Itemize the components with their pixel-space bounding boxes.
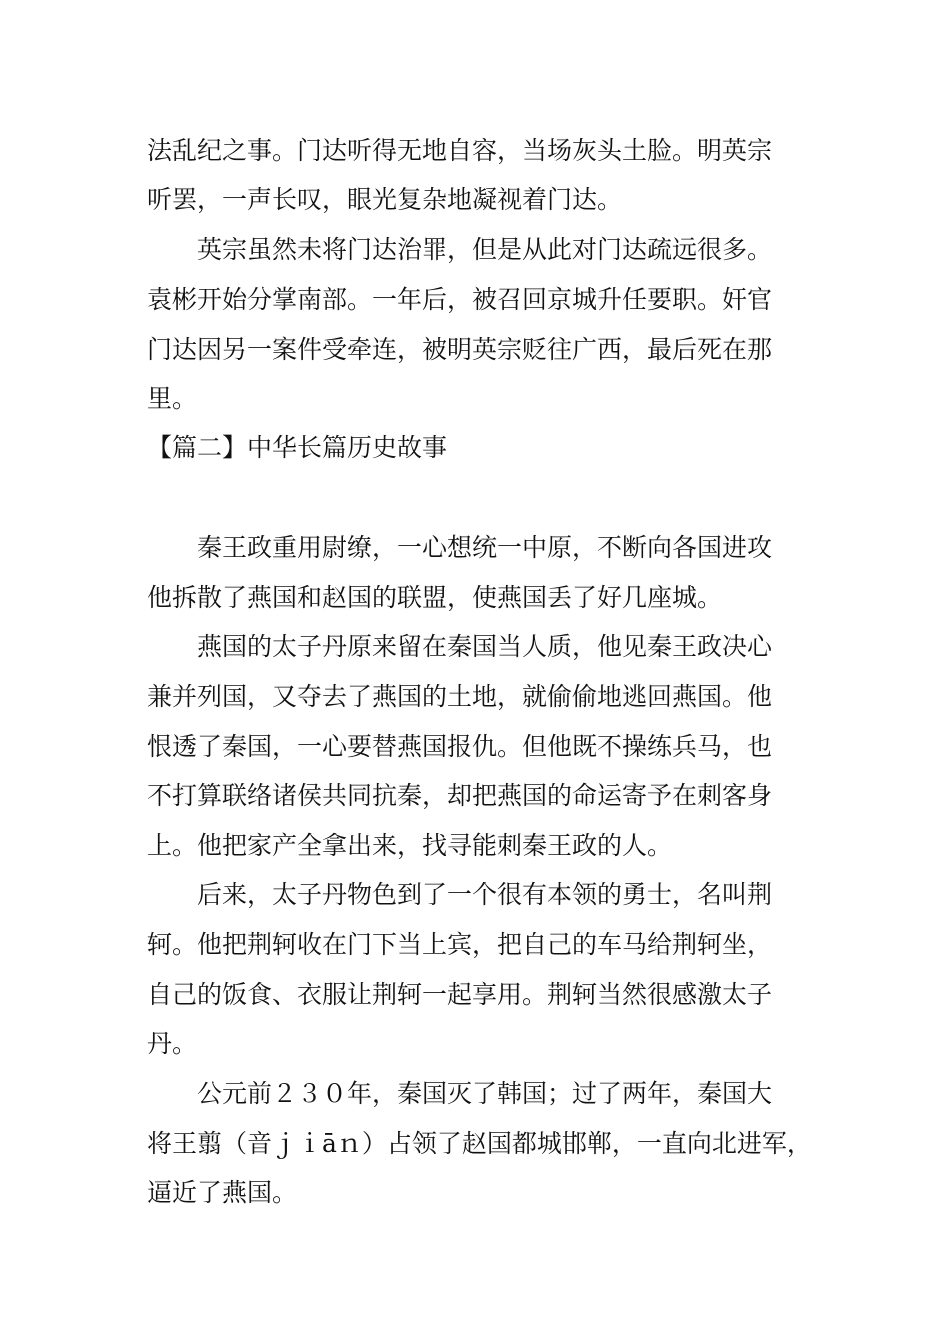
paragraph-first-line: 英宗虽然未将门达治罪，但是从此对门达疏远很多。 <box>197 235 773 264</box>
text-line: 丹。 <box>147 1029 198 1058</box>
paragraph-first-line: 燕国的太子丹原来留在秦国当人质，他见秦王政决心 <box>197 632 773 661</box>
text-line: 不打算联络诸侯共同抗秦，却把燕国的命运寄予在刺客身 <box>147 781 773 810</box>
text-line: 轲。他把荆轲收在门下当上宾，把自己的车马给荆轲坐， <box>147 930 773 959</box>
paragraph-first-line: 秦王政重用尉缭，一心想统一中原，不断向各国进攻 <box>197 533 773 562</box>
paragraph-first-line: 公元前２３０年，秦国灭了韩国；过了两年，秦国大 <box>197 1079 773 1108</box>
text-line: 兼并列国，又夺去了燕国的土地，就偷偷地逃回燕国。他 <box>147 682 773 711</box>
text-line: 法乱纪之事。门达听得无地自容，当场灰头土脸。明英宗 <box>147 136 773 165</box>
text-line: 听罢，一声长叹，眼光复杂地凝视着门达。 <box>147 185 623 214</box>
section-heading: 【篇二】中华长篇历史故事 <box>147 433 448 462</box>
paragraph-first-line: 后来，太子丹物色到了一个很有本领的勇士，名叫荆 <box>197 880 773 909</box>
text-line: 上。他把家产全拿出来，找寻能刺秦王政的人。 <box>147 831 673 860</box>
text-line: 里。 <box>147 384 198 413</box>
text-line: 恨透了秦国，一心要替燕国报仇。但他既不操练兵马，也 <box>147 732 773 761</box>
text-line: 将王翦（音ｊｉāｎ）占领了赵国都城邯郸，一直向北进军， <box>147 1129 812 1158</box>
text-line: 他拆散了燕国和赵国的联盟，使燕国丢了好几座城。 <box>147 583 723 612</box>
text-line: 自己的饭食、衣服让荆轲一起享用。荆轲当然很感激太子 <box>147 980 773 1009</box>
text-line: 袁彬开始分掌南部。一年后，被召回京城升任要职。奸官 <box>147 285 773 314</box>
text-line: 门达因另一案件受牵连，被明英宗贬往广西，最后死在那 <box>147 335 773 364</box>
text-line: 逼近了燕国。 <box>147 1178 298 1207</box>
